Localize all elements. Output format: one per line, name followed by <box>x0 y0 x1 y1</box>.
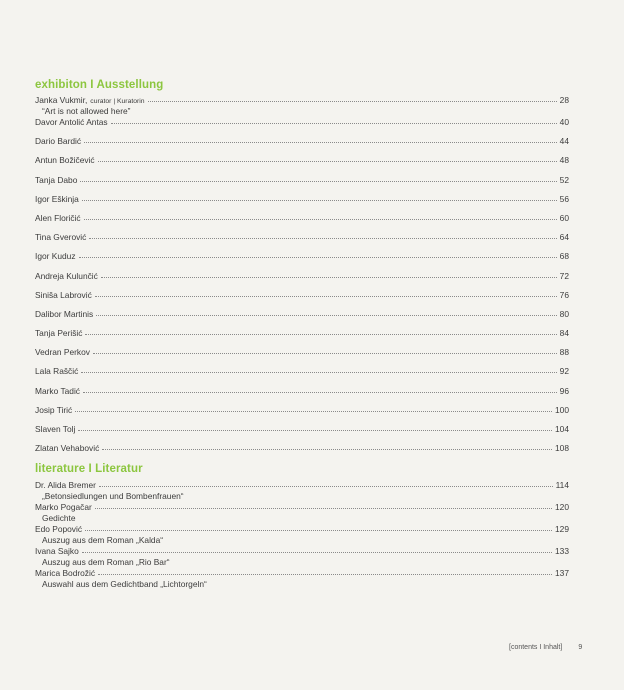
entry-page-number: 114 <box>555 480 569 491</box>
dot-leader <box>98 573 552 575</box>
entry-page-number: 48 <box>559 155 569 166</box>
entry-name: Andreja Kulunčić <box>35 270 98 281</box>
dot-leader <box>79 256 557 258</box>
entry-page-number: 96 <box>559 385 569 396</box>
entry-page-number: 52 <box>559 174 569 185</box>
entry-name: Slaven Tolj <box>35 424 76 434</box>
dot-leader <box>96 314 556 316</box>
page-footer <box>509 644 582 651</box>
dot-leader <box>111 122 557 124</box>
dot-leader <box>102 448 552 450</box>
entry-name: Edo Popović <box>35 524 83 535</box>
entry-name: Igor Eškinja <box>35 193 79 204</box>
dot-leader <box>84 141 557 143</box>
toc-entry[interactable] <box>35 524 569 535</box>
entry-subtitle: Gedichte <box>42 513 76 524</box>
entry-page-number: 80 <box>559 308 569 319</box>
entry-page-number: 64 <box>559 232 569 243</box>
literature-section-title: literature I Literatur <box>35 463 143 476</box>
entry-name: Dario Bardić <box>35 136 82 147</box>
entry-name: Marko Pogačar <box>35 502 92 513</box>
entry-page-number: 108 <box>555 443 569 454</box>
entry-page-number: 76 <box>559 289 569 300</box>
entry-subtitle: Auswahl aus dem Gedichtband „Lichtorgeln“ <box>42 579 207 590</box>
entry-name: Lala Raščić <box>35 366 79 377</box>
entry-page-number: 120 <box>555 502 569 513</box>
toc-entry[interactable] <box>35 155 569 166</box>
entry-page-number: 40 <box>559 117 569 127</box>
exhibition-section-title: exhibiton I Ausstellung <box>35 79 164 91</box>
dot-leader <box>148 100 557 102</box>
toc-entry[interactable] <box>35 546 569 557</box>
entry-name: Tanja Dabo <box>35 174 78 185</box>
entry-name: Marko Tadić <box>35 385 80 396</box>
toc-entry[interactable] <box>35 366 569 377</box>
entry-page-number: 100 <box>555 404 569 415</box>
toc-entry[interactable] <box>35 95 569 106</box>
entry-page-number: 133 <box>555 546 569 557</box>
entry-name: Marica Bodrožić <box>35 568 96 579</box>
entry-name: Vedran Perkov <box>35 347 90 358</box>
entry-page-number: 28 <box>559 95 569 105</box>
dot-leader <box>89 237 556 239</box>
exhibition-entry-list <box>35 117 569 454</box>
entry-subtitle: Auszug aus dem Roman „Rio Bar“ <box>42 557 170 568</box>
toc-entry[interactable] <box>35 117 569 128</box>
toc-entry[interactable] <box>35 175 569 186</box>
table-of-contents <box>35 78 569 590</box>
dot-leader <box>81 371 556 373</box>
dot-leader <box>83 391 557 393</box>
entry-name: Tanja Perišić <box>35 328 83 339</box>
entry-name: Dr. Alida Bremer <box>35 480 96 491</box>
entry-subtitle: „Betonsiedlungen und Bombenfrauen“ <box>42 491 184 502</box>
literature-entry-list <box>35 480 569 590</box>
entry-page-number: 88 <box>559 347 569 358</box>
entry-name: Antun Božičević <box>35 155 95 166</box>
entry-name: Janka Vukmir, <box>35 95 88 105</box>
toc-entry[interactable] <box>35 271 569 282</box>
entry-subtitle: “Art is not allowed here” <box>42 106 131 116</box>
entry-page-number: 92 <box>559 366 569 377</box>
toc-entry[interactable] <box>35 309 569 320</box>
dot-leader <box>95 507 552 509</box>
entry-name: Tina Gverović <box>35 232 87 243</box>
footer-section-label: [contents I Inhalt] <box>509 644 563 651</box>
toc-entry[interactable] <box>35 347 569 358</box>
dot-leader <box>99 485 553 487</box>
entry-page-number: 60 <box>559 212 569 223</box>
dot-leader <box>75 410 552 412</box>
toc-entry[interactable] <box>35 328 569 339</box>
entry-name: Davor Antolić Antas <box>35 117 108 127</box>
dot-leader <box>95 295 557 297</box>
entry-name: Alen Floričić <box>35 212 81 223</box>
dot-leader <box>84 218 557 220</box>
dot-leader <box>78 429 552 431</box>
entry-page-number: 68 <box>559 251 569 262</box>
toc-entry[interactable] <box>35 194 569 205</box>
footer-page-number: 9 <box>578 644 583 651</box>
toc-entry[interactable] <box>35 232 569 243</box>
entry-name: Siniša Labrović <box>35 289 92 300</box>
dot-leader <box>80 180 556 182</box>
toc-entry[interactable] <box>35 290 569 301</box>
entry-name: Zlatan Vehabović <box>35 443 100 454</box>
entry-page-number: 129 <box>555 524 569 535</box>
entry-page-number: 72 <box>559 270 569 281</box>
entry-name: Josip Tirić <box>35 404 73 415</box>
dot-leader <box>85 529 552 531</box>
toc-entry[interactable] <box>35 502 569 513</box>
entry-subtitle: Auszug aus dem Roman „Kalda“ <box>42 535 164 546</box>
dot-leader <box>98 160 557 162</box>
toc-entry[interactable] <box>35 405 569 416</box>
dot-leader <box>82 199 557 201</box>
dot-leader <box>85 333 556 335</box>
entry-name: Igor Kuduz <box>35 251 76 262</box>
entry-page-number: 56 <box>559 193 569 204</box>
dot-leader <box>93 352 557 354</box>
toc-entry[interactable] <box>35 213 569 224</box>
dot-leader <box>101 276 557 278</box>
entry-page-number: 137 <box>555 568 569 579</box>
entry-page-number: 44 <box>559 136 569 147</box>
dot-leader <box>82 551 552 553</box>
entry-name: Ivana Sajko <box>35 546 79 557</box>
entry-name: Dalibor Martinis <box>35 308 94 319</box>
toc-entry[interactable] <box>35 424 569 435</box>
toc-entry[interactable] <box>35 480 569 491</box>
entry-page-number: 104 <box>555 424 569 434</box>
toc-entry[interactable] <box>35 251 569 262</box>
toc-entry[interactable] <box>35 386 569 397</box>
toc-entry[interactable] <box>35 443 569 454</box>
entry-page-number: 84 <box>559 328 569 339</box>
toc-entry[interactable] <box>35 568 569 579</box>
toc-entry[interactable] <box>35 136 569 147</box>
entry-role: curator | Kuratorin <box>90 98 145 105</box>
